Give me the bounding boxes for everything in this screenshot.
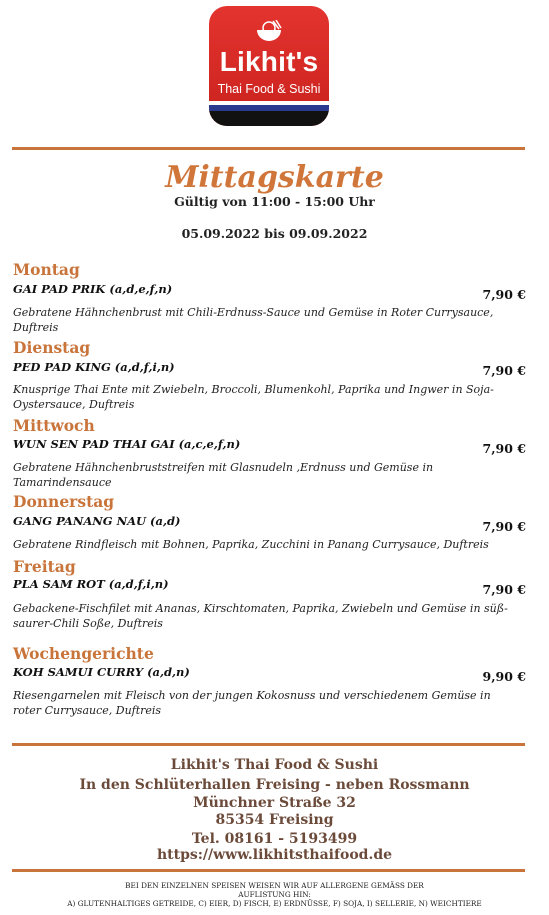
bottom-divider: [12, 869, 525, 872]
dish-name: GANG PANANG NAU (a,d): [13, 514, 181, 528]
page-title: Mittagskarte: [165, 160, 384, 195]
dish-price: 7,90 €: [482, 582, 526, 597]
allergen-note-line: BEI DEN EINZELNEN SPEISEN WEISEN WIR AUF ALLERGENE GEMÄSS DER: [125, 881, 424, 890]
dish-price: 7,90 €: [482, 287, 526, 302]
footer-city: 85354 Freising: [215, 812, 334, 828]
footer-phone: Tel. 08161 - 5193499: [191, 831, 358, 847]
logo-stripe-black: [209, 111, 329, 126]
noodle-bowl-icon: [255, 20, 283, 42]
dish-name: PLA SAM ROT (a,d,f,i,n): [13, 577, 169, 591]
dish-description: Gebratene Hähnchenbrust mit Chili-Erdnuss-Sauce und Gemüse in Roter Currysauce, Duftreis: [13, 306, 494, 334]
dish-description: Gebackene-Fischfilet mit Ananas, Kirschtomaten, Paprika, Zwiebeln und Gemüse in süß-saurer-Chili Soße, Duftreis: [13, 602, 508, 630]
allergen-note-line: AUFLISTUNG HIN:: [238, 890, 311, 899]
footer-website-link[interactable]: https://www.likhitsthaifood.de: [156, 847, 393, 863]
dish-description: Gebratene Hähnchenbruststreifen mit Glasnudeln ,Erdnuss und Gemüse in Tamarindensauce: [13, 461, 434, 489]
dish-description: Knusprige Thai Ente mit Zwiebeln, Broccoli, Blumenkohl, Paprika und Ingwer in Soja-Oystersauce, Duftreis: [13, 383, 494, 411]
footer-divider: [12, 743, 525, 746]
dish-name: WUN SEN PAD THAI GAI (a,c,e,f,n): [13, 437, 241, 451]
dish-price: 7,90 €: [482, 441, 526, 456]
dish-name: GAI PAD PRIK (a,d,e,f,n): [13, 282, 173, 296]
day-heading: Donnerstag: [13, 492, 115, 511]
date-range: 05.09.2022 bis 09.09.2022: [181, 226, 368, 241]
day-heading: Mittwoch: [13, 416, 95, 435]
dish-name: PED PAD KING (a,d,f,i,n): [13, 360, 175, 374]
dish-description: Gebratene Rindfleisch mit Bohnen, Paprika, Zucchini in Panang Currysauce, Duftreis: [13, 538, 489, 551]
dish-price: 9,90 €: [482, 669, 526, 684]
day-heading: Freitag: [13, 557, 76, 576]
allergen-list: A) GLUTENHALTIGES GETREIDE, C) EIER, D) FISCH, E) ERDNÜSSE, F) SOJA, I) SELLERIE, N) WEICHTIERE: [67, 899, 482, 908]
validity-hours: Gültig von 11:00 - 15:00 Uhr: [174, 194, 375, 209]
footer-restaurant-name: Likhit's Thai Food & Sushi: [170, 757, 379, 773]
top-divider: [12, 147, 525, 150]
dish-description: Riesengarnelen mit Fleisch von der jungen Kokosnuss und verschiedenem Gemüse in roter Currysauce, Duftreis: [13, 689, 491, 717]
dish-price: 7,90 €: [482, 363, 526, 378]
day-heading: Montag: [13, 260, 80, 279]
dish-name: KOH SAMUI CURRY (a,d,n): [13, 665, 190, 679]
day-heading: Wochengerichte: [13, 644, 154, 663]
logo-tagline: Thai Food & Sushi: [217, 82, 321, 96]
restaurant-logo: [209, 6, 329, 126]
day-heading: Dienstag: [13, 338, 91, 357]
dish-price: 7,90 €: [482, 519, 526, 534]
footer-location: In den Schlüterhallen Freising - neben Rossmann: [79, 777, 470, 793]
logo-name: Likhit's: [219, 46, 319, 77]
footer-street: Münchner Straße 32: [193, 795, 356, 811]
